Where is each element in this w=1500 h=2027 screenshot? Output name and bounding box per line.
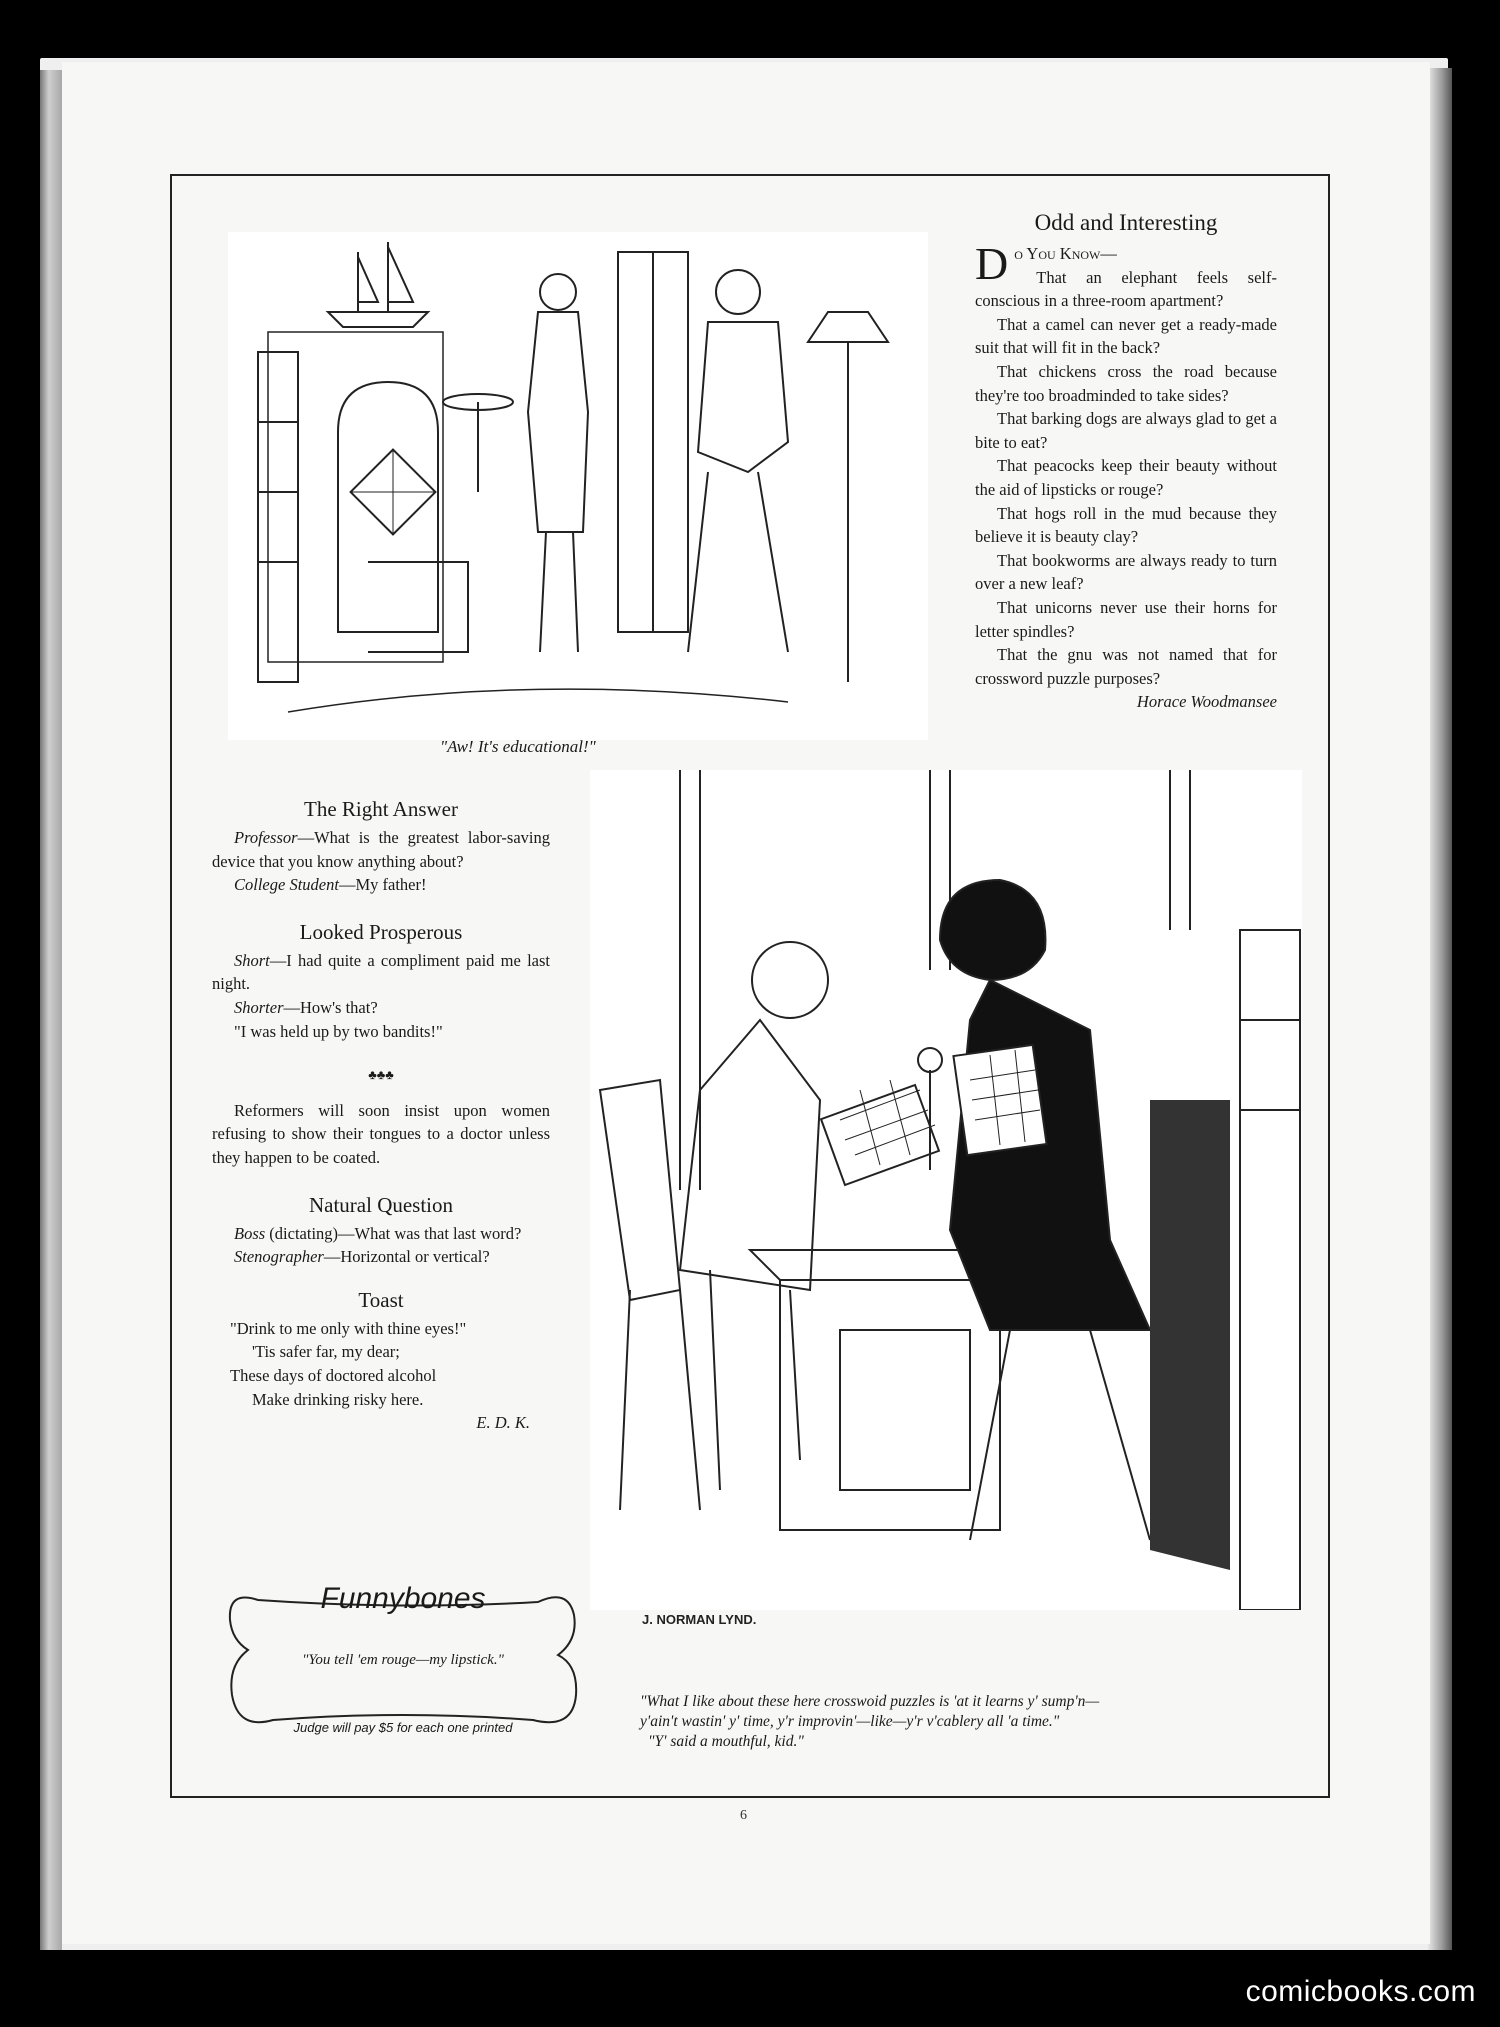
funnybones-note: Judge will pay $5 for each one printed [293,1720,513,1735]
toast-title: Toast [358,1287,404,1312]
toast-line: "Drink to me only with thine eyes!" [230,1318,467,1338]
odd-item: That a camel can never get a ready-made suit that will fit in the back? [975,314,1277,358]
odd-item: That unicorns never use their horns for letter spindles? [975,597,1277,641]
right-answer-title: The Right Answer [304,797,458,821]
bottom-caption [640,1692,1320,1752]
crossword-office-illustration [590,770,1302,1610]
joke-line: Shorter—How's that? [234,997,378,1017]
reformers-joke: Reformers will soon insist upon women refusing to show their tongues to a doctor unless they happen to be coated. [212,1100,550,1167]
caption-line: y'ain't wastin' y' time, y'r improvin'—like—y'r v'cablery all 'a time." [640,1713,1060,1730]
joke-line: Professor—What is the greatest labor-saving device that you know anything about? [212,828,550,871]
living-room-illustration [228,232,928,740]
site-watermark: comicbooks.com [1245,1975,1476,2008]
drop-cap: D [975,238,1009,289]
joke-line: Stenographer—Horizontal or vertical? [234,1247,490,1267]
looked-prosperous-title: Looked Prosperous [299,919,463,944]
artist-signature: J. NORMAN LYND. [642,1612,757,1627]
toast-line: These days of doctored alcohol [230,1365,437,1385]
toast-author: E. D. K. [476,1413,530,1433]
page-edge [1428,68,1452,1950]
toast-line: 'Tis safer far, my dear; [252,1342,400,1362]
book-binding [40,70,62,1950]
odd-item: That barking dogs are always glad to get a bite to eat? [975,409,1277,452]
odd-author: Horace Woodmansee [1136,692,1277,712]
toast-line: Make drinking risky here. [252,1389,424,1409]
section-separator: ♣♣♣ [368,1067,394,1083]
funnybones-joke: "You tell 'em rouge—my lipstick." [302,1652,504,1668]
odd-item: That an elephant feels self-conscious in a three-room apartment? [975,267,1277,311]
odd-item: That hogs roll in the mud because they believe it is beauty clay? [975,503,1277,547]
jokes-column [212,796,550,1435]
natural-question-title: Natural Question [308,1192,454,1217]
page-number: 6 [740,1808,747,1823]
odd-interesting-column [975,210,1277,714]
odd-item: That chickens cross the road because they're too broadminded to take sides? [975,361,1277,405]
joke-line: "I was held up by two bandits!" [234,1021,443,1041]
do-you-know-intro: Do You Know— [975,238,1117,289]
joke-line: College Student—My father! [234,875,427,895]
odd-item: That the gnu was not named that for crossword puzzle purposes? [975,645,1277,688]
odd-item: That bookworms are always ready to turn over a new leaf? [975,550,1277,594]
caption-line: "Y' said a mouthful, kid." [648,1733,804,1750]
joke-line: Boss (dictating)—What was that last word? [234,1223,522,1243]
odd-item: That peacocks keep their beauty without the aid of lipsticks or rouge? [975,456,1277,499]
caption-line: "What I like about these here crosswoid puzzles is 'at it learns y' sump'n— [640,1693,1100,1710]
funnybones-box [218,1570,588,1752]
funnybones-title: Funnybones [320,1582,486,1615]
illustration-caption: "Aw! It's educational!" [440,737,596,756]
joke-line: Short—I had quite a compliment paid me last night. [212,950,550,994]
odd-interesting-title: Odd and Interesting [1034,210,1218,235]
